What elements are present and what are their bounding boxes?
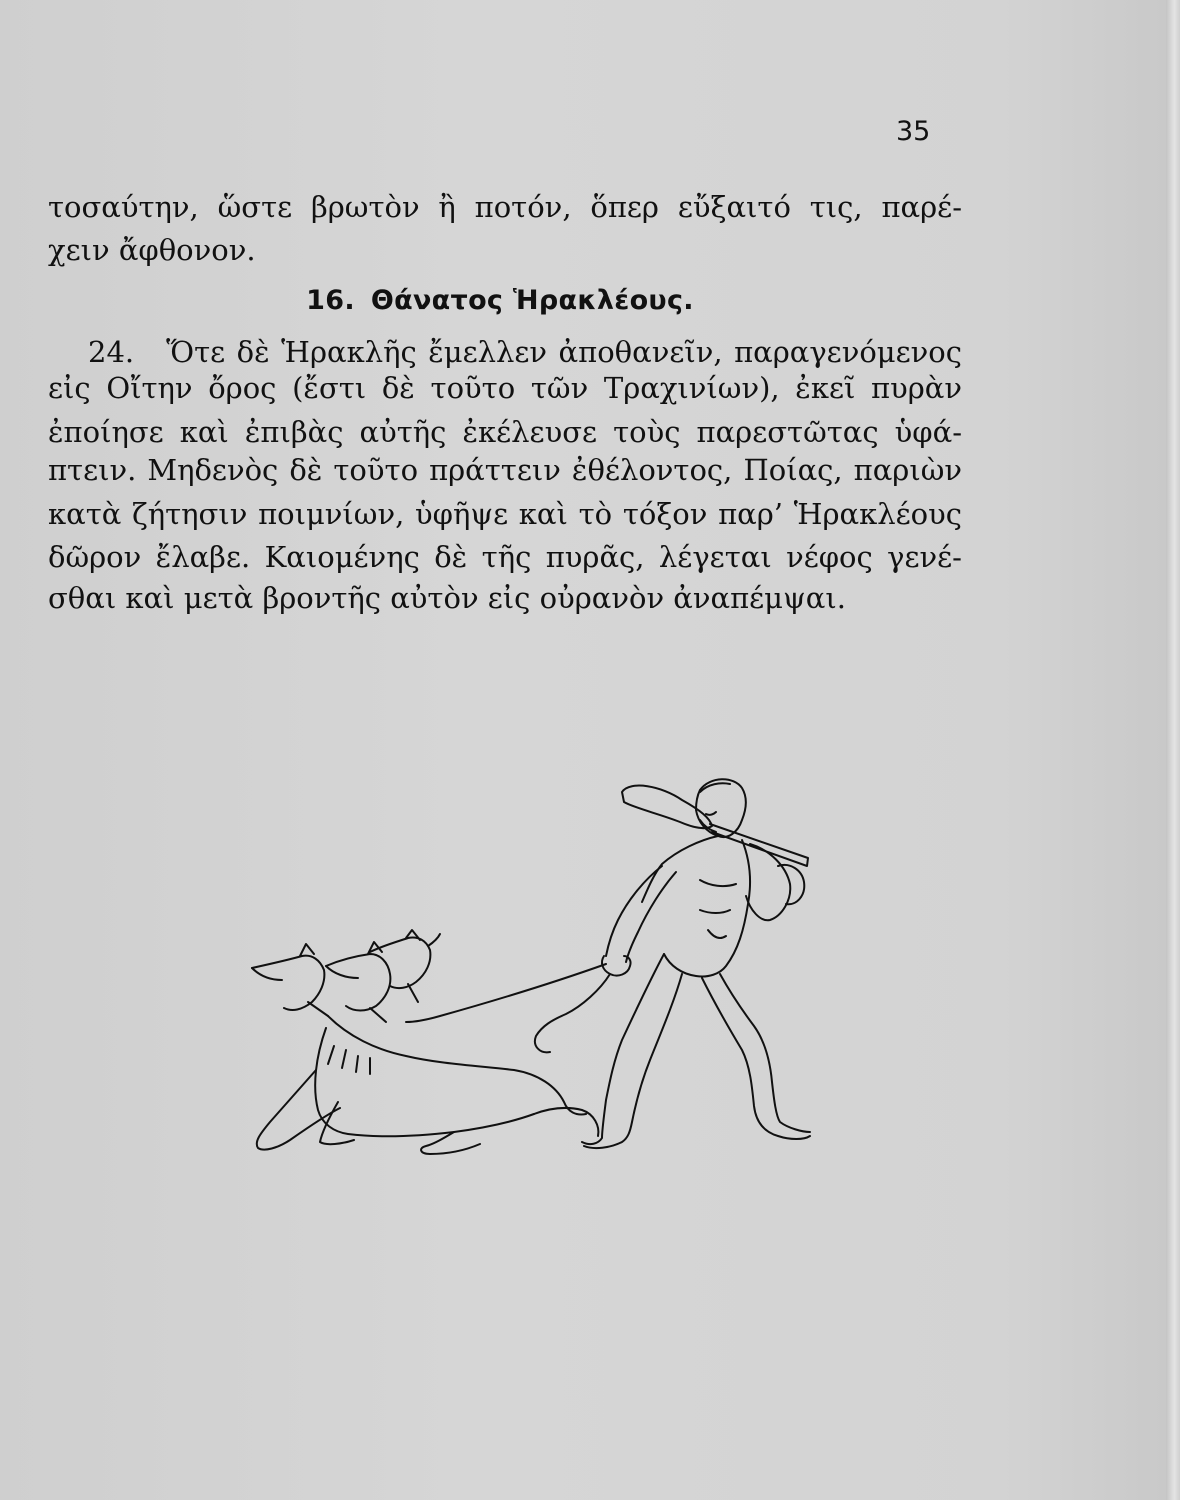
- drapery: [535, 974, 610, 1052]
- text-line: χειν ἄφθονον.: [48, 233, 256, 267]
- section-heading: [0, 285, 1000, 316]
- cerberus-foreleg: [257, 1070, 340, 1150]
- page-edge: [1166, 0, 1180, 1500]
- text-line: κατὰ ζήτησιν ποιμνίων, ὑφῆψε καὶ τὸ τόξον παρ’ Ἡρακλέους: [48, 497, 962, 531]
- section-number: 16.: [306, 285, 355, 316]
- cerberus-head-left: [252, 956, 324, 1010]
- page-number: 35: [896, 116, 931, 147]
- text-line: τοσαύτην, ὥστε βρωτὸν ἢ ποτόν, ὅπερ εὔξαιτό τις, παρέ-: [48, 190, 962, 224]
- text-line: πτειν. Μηδενὸς δὲ τοῦτο πράττειν ἐθέλοντος, Ποίας, παριὼν: [48, 453, 962, 487]
- heracles-arm: [606, 866, 676, 962]
- leash: [406, 964, 606, 1022]
- line-drawing: [230, 770, 830, 1170]
- cerberus-head-middle: [326, 954, 390, 1011]
- heracles-right-leg: [720, 974, 810, 1132]
- text-line: δῶρον ἔλαβε. Καιομένης δὲ τῆς πυρᾶς, λέγεται νέφος γενέ-: [48, 540, 962, 574]
- cerberus-body: [328, 1016, 586, 1115]
- section-title: Θάνατος Ἡρακλέους.: [370, 285, 694, 316]
- heracles-left-leg: [582, 954, 664, 1144]
- text-line: Ὅτε δὲ Ἡρακλῆς ἔμελλεν ἀποθανεῖν, παραγενόμενος: [166, 335, 962, 369]
- collar: [308, 984, 418, 1022]
- paragraph-first-line: [88, 335, 962, 369]
- cerberus-tail: [534, 1108, 598, 1136]
- cerberus-head-right: [370, 938, 430, 989]
- lion-skin: [746, 844, 790, 920]
- heracles-torso: [642, 836, 750, 977]
- paragraph-number: 24.: [88, 335, 135, 369]
- text-line: σθαι καὶ μετὰ βροντῆς αὐτὸν εἰς οὐρανὸν ἀναπέμψαι.: [48, 581, 846, 615]
- text-line: εἰς Οἴτην ὄρος (ἔστι δὲ τοῦτο τῶν Τραχινίων), ἐκεῖ πυρὰν: [48, 371, 962, 405]
- text-line: ἐποίησε καὶ ἐπιβὰς αὐτῆς ἐκέλευσε τοὺς παρεστῶτας ὑφά-: [48, 415, 962, 449]
- illustration-heracles-cerberus: [230, 770, 830, 1170]
